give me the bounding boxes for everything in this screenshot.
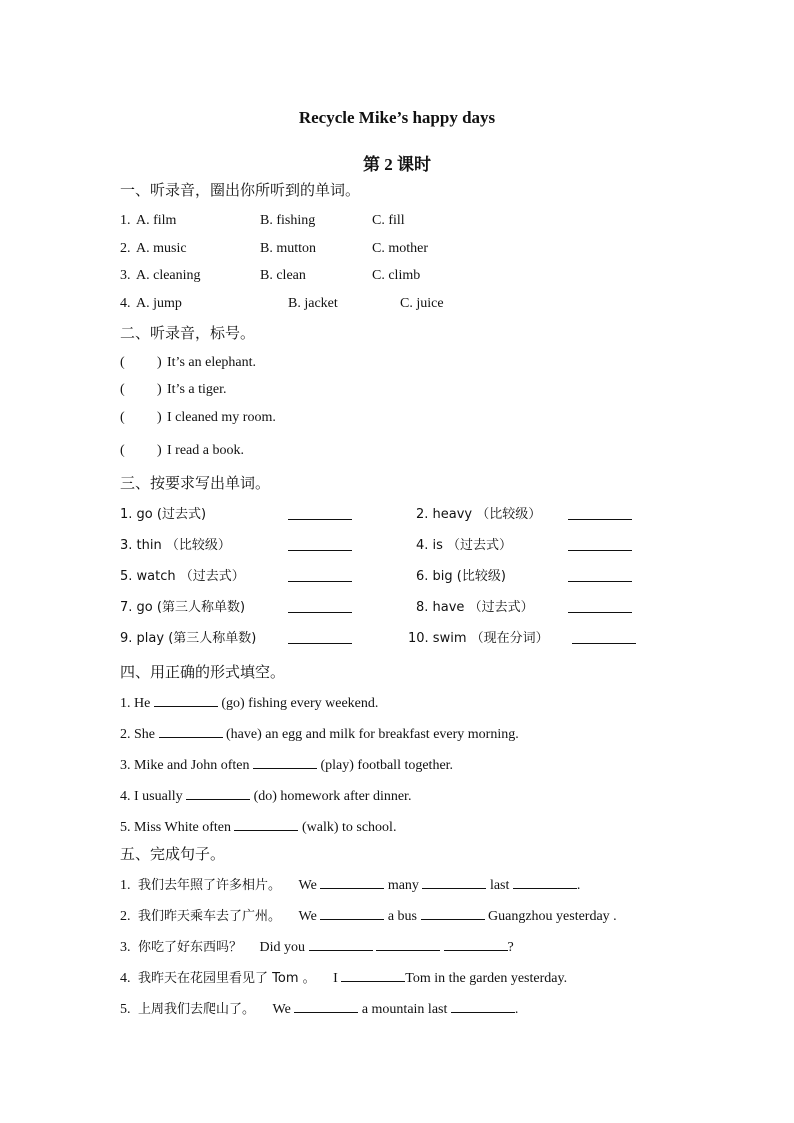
answer-blank[interactable] [186,786,250,800]
answer-blank[interactable] [444,937,508,951]
word-prompt: 10. swim （现在分词） [408,631,549,646]
section5-heading: 五、完成句子。 [120,845,226,863]
item-number: 3. [120,268,131,283]
option-b: B. fishing [260,213,316,228]
sentence-start: 1. He [120,696,151,711]
chinese-prompt: 你吃了好东西吗？ [138,940,243,955]
word-prompt: 7. go (第三人称单数) [120,600,246,615]
answer-blank[interactable] [234,817,298,831]
sentence-word: We [298,909,317,924]
chinese-prompt: 我们去年照了许多相片。 [138,878,282,893]
sentence-word: last [489,878,510,893]
fill-sentence [120,724,519,744]
sentence-word: Did you [259,940,306,955]
translate-sentence [120,968,567,988]
translate-sentence [120,906,617,926]
option-b: B. jacket [288,296,338,311]
answer-blank[interactable] [159,724,223,738]
chinese-prompt: 我昨天在花园里看见了 Tom 。 [138,971,316,986]
sentence-word: I [333,971,338,986]
section3-heading: 三、按要求写出单词。 [120,474,271,492]
word-prompt: 1. go (过去式) [120,507,207,522]
item-number: 4. [120,971,131,986]
section1-heading: 一、听录音，圈出你所听到的单词。 [120,181,361,199]
word-prompt: 6. big (比较级) [416,569,506,584]
paren-close: ) [157,355,162,370]
sentence-word: . [514,1002,519,1017]
item-text: I read a book. [167,443,244,458]
sentence-end: (play) football together. [320,758,454,773]
option-c: C. climb [372,268,421,283]
word-prompt: 8. have （过去式） [416,600,534,615]
answer-blank[interactable] [376,937,440,951]
word-prompt: 4. is （过去式） [416,538,513,553]
item-number: 1. [120,213,131,228]
answer-blank[interactable] [513,875,577,889]
fill-sentence [120,817,396,837]
answer-blank[interactable] [422,875,486,889]
fill-sentence [120,693,378,713]
item-text: It’s a tiger. [167,382,227,397]
word-prompt: 5. watch （过去式） [120,569,245,584]
item-text: It’s an elephant. [167,355,257,370]
item-number: 5. [120,1002,131,1017]
word-prompt: 2. heavy （比较级） [416,507,542,522]
answer-blank[interactable] [253,755,317,769]
paren-close: ) [157,443,162,458]
option-b: B. mutton [260,241,317,256]
option-c: C. fill [372,213,405,228]
page-title: Recycle Mike’s happy days [298,108,496,127]
sentence-word: ? [507,940,514,955]
answer-blank[interactable] [309,937,373,951]
sentence-start: 5. Miss White often [120,820,231,835]
option-c: C. mother [372,241,428,256]
item-number: 3. [120,940,131,955]
answer-blank[interactable] [288,630,352,644]
fill-sentence [120,786,411,806]
sentence-word: . [576,878,581,893]
sentence-end: (do) homework after dinner. [253,789,412,804]
answer-blank[interactable] [288,568,352,582]
answer-blank[interactable] [421,906,485,920]
translate-sentence [120,937,514,957]
option-c: C. juice [400,296,444,311]
answer-blank[interactable] [288,506,352,520]
paren-open: ( [120,410,125,425]
sentence-word: many [387,878,419,893]
paren-close: ) [157,410,162,425]
item-text: I cleaned my room. [167,410,276,425]
translate-sentence [120,875,580,895]
sentence-word: a mountain last [361,1002,448,1017]
answer-blank[interactable] [568,568,632,582]
answer-blank[interactable] [451,999,515,1013]
chinese-prompt: 上周我们去爬山了。 [138,1002,256,1017]
answer-blank[interactable] [154,693,218,707]
option-a: A. jump [136,296,182,311]
paren-open: ( [120,382,125,397]
sentence-word: Guangzhou yesterday . [488,909,617,924]
paren-open: ( [120,443,125,458]
sentence-start: 4. I usually [120,789,183,804]
option-a: A. cleaning [136,268,201,283]
sentence-word: We [298,878,317,893]
chinese-prompt: 我们昨天乘车去了广州。 [138,909,282,924]
item-number: 1. [120,878,131,893]
answer-blank[interactable] [341,968,405,982]
paren-open: ( [120,355,125,370]
page-subtitle: 第 2 课时 [363,155,431,174]
section4-heading: 四、用正确的形式填空。 [120,663,286,681]
sentence-start: 2. She [120,727,155,742]
item-number: 2. [120,241,131,256]
option-a: A. film [136,213,177,228]
answer-blank[interactable] [568,506,632,520]
sentence-word: a bus [387,909,417,924]
word-prompt: 3. thin （比较级） [120,538,231,553]
answer-blank[interactable] [320,906,384,920]
fill-sentence [120,755,453,775]
sentence-word: Tom in the garden yesterday. [405,971,568,986]
sentence-end: (go) fishing every weekend. [221,696,379,711]
answer-blank[interactable] [568,599,632,613]
item-number: 4. [120,296,131,311]
answer-blank[interactable] [572,630,636,644]
answer-blank[interactable] [288,537,352,551]
paren-close: ) [157,382,162,397]
translate-sentence [120,999,518,1019]
option-b: B. clean [260,268,306,283]
sentence-word: We [272,1002,291,1017]
option-a: A. music [136,241,187,256]
item-number: 2. [120,909,131,924]
word-prompt: 9. play (第三人称单数) [120,631,257,646]
answer-blank[interactable] [294,999,358,1013]
sentence-start: 3. Mike and John often [120,758,250,773]
answer-blank[interactable] [568,537,632,551]
section2-heading: 二、听录音，标号。 [120,324,256,342]
sentence-end: (walk) to school. [301,820,397,835]
answer-blank[interactable] [288,599,352,613]
sentence-end: (have) an egg and milk for breakfast every morning. [226,727,519,742]
answer-blank[interactable] [320,875,384,889]
